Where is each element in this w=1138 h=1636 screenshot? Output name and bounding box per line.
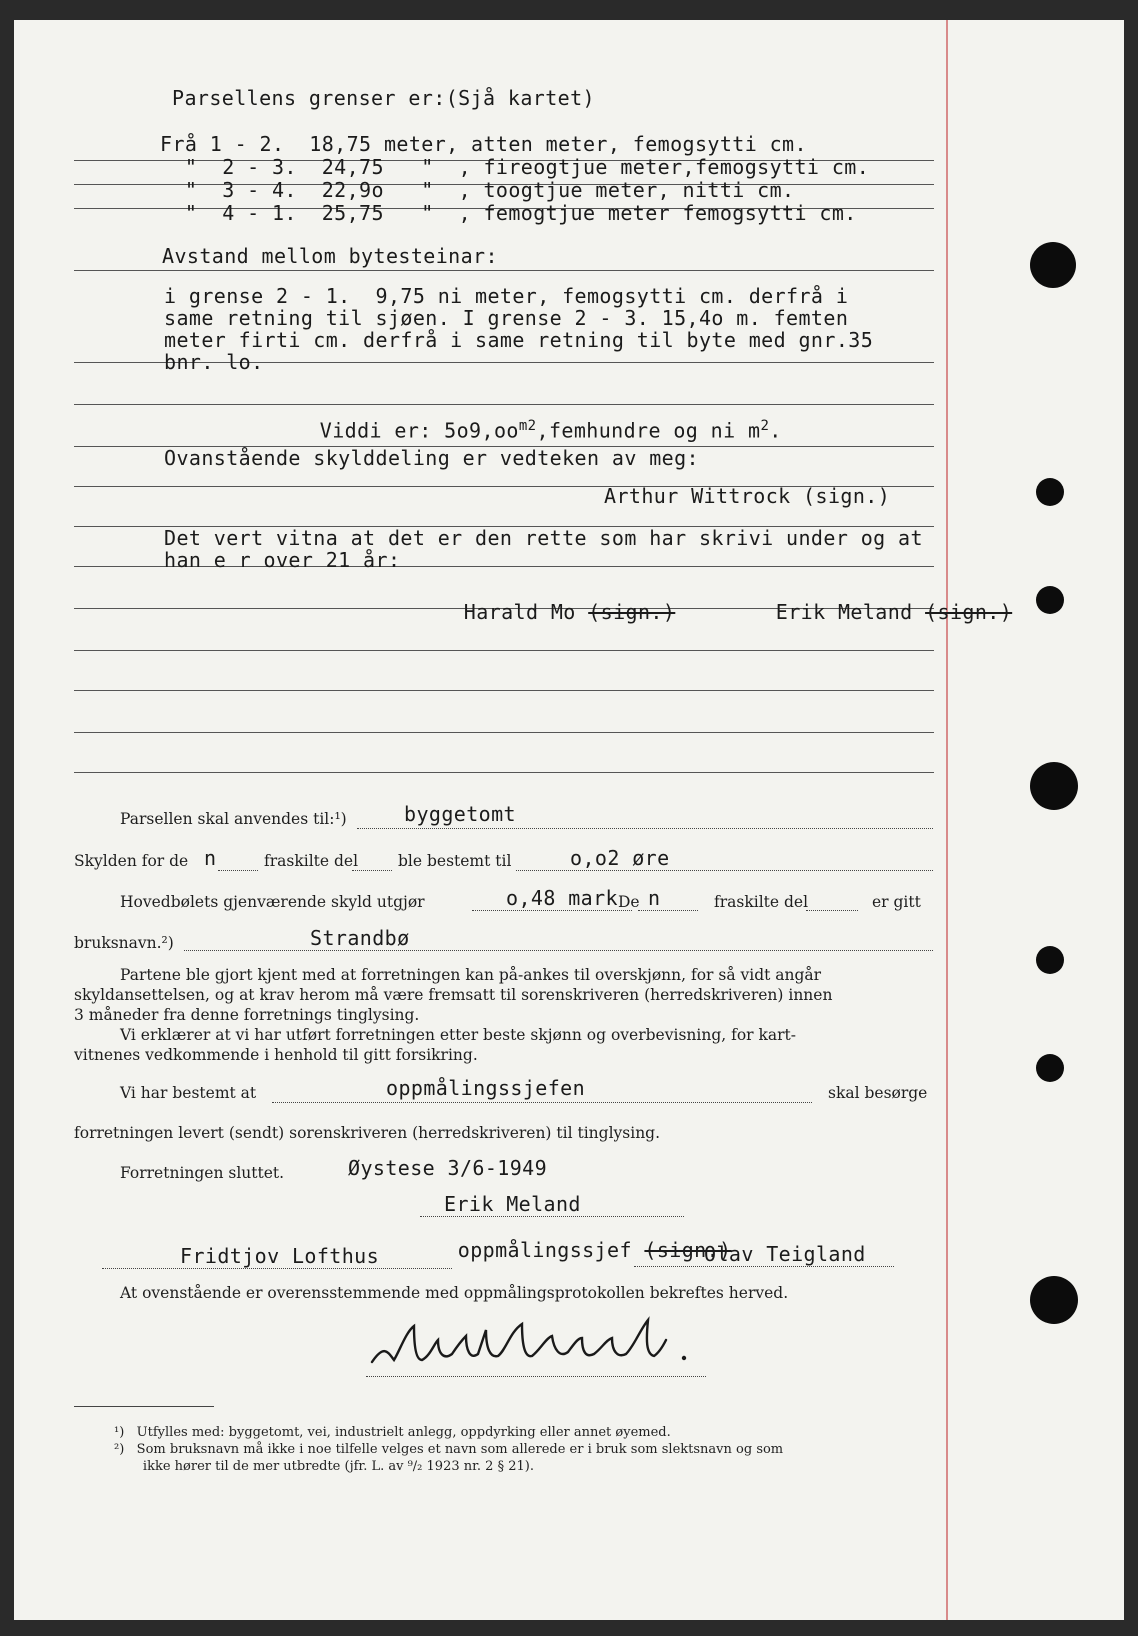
punch-hole xyxy=(1036,946,1064,974)
main-label-c: er gitt xyxy=(872,893,921,911)
chief-name: Erik Meland xyxy=(444,1192,581,1216)
use-label: Parsellen skal anvendes til:¹) xyxy=(120,810,347,828)
tax-label-c: ble bestemt til xyxy=(398,852,512,870)
footnote-2: ²) Som bruksnavn må ikke i noe tilfelle velges et navn som allerede er i bruk som slektsnavn og som xyxy=(114,1442,784,1457)
area-end: . xyxy=(769,418,782,443)
distance-heading: Avstand mellom bytesteinar: xyxy=(162,244,498,268)
para2-line: Vi erklærer at vi har utført forretningen etter beste skjønn og overbevisning, for kart- xyxy=(120,1026,797,1044)
deliver-text: forretningen levert (sendt) sorenskriveren (herredskriveren) til tinglysing. xyxy=(74,1124,661,1142)
witness-line: han e r over 21 år: xyxy=(164,548,401,572)
use-value: byggetomt xyxy=(404,802,516,826)
distance-line: bnr. lo. xyxy=(164,350,264,374)
witness-line: Det vert vitna at det er den rette som har skrivi under og at xyxy=(164,526,923,550)
tax-n: n xyxy=(204,846,217,870)
punch-hole xyxy=(1036,478,1064,506)
para1-line: skyldansettelsen, og at krav herom må være fremsatt til sorenskriveren (herredskriveren) innen xyxy=(74,986,833,1004)
chief-title: oppmålingssjef xyxy=(457,1238,632,1262)
tax-value: o,o2 øre xyxy=(570,846,670,870)
resp-value: oppmålingssjefen xyxy=(386,1076,586,1100)
main-de: De xyxy=(618,893,640,911)
document-page xyxy=(14,20,1124,1620)
signature-left: Fridtjov Lofthus xyxy=(180,1244,380,1268)
distance-line: meter firti cm. derfrå i same retning til byte med gnr.35 xyxy=(164,328,874,352)
witness-2-sign: (sign.) xyxy=(925,600,1013,624)
main-label-b: fraskilte del xyxy=(714,893,809,911)
resp-label: Vi har bestemt at xyxy=(120,1084,257,1102)
punch-hole xyxy=(1030,1276,1078,1324)
approval-signer: Arthur Wittrock (sign.) xyxy=(604,484,891,508)
boundary-row: Frå 1 - 2. 18,75 meter, atten meter, femogsytti cm. xyxy=(160,132,807,156)
closed-value: Øystese 3/6-1949 xyxy=(348,1156,548,1180)
footnote-1: ¹) Utfylles med: byggetomt, vei, industrielt anlegg, oppdyrking eller annet øyemed. xyxy=(114,1425,671,1440)
distance-line: same retning til sjøen. I grense 2 - 3. 15,4o m. femten xyxy=(164,306,849,330)
area-prefix: Viddi er: 5o9,oo xyxy=(319,418,519,443)
margin-line xyxy=(946,20,948,1620)
area-sup1: m2 xyxy=(518,418,537,434)
footnote-2-cont: ikke hører til de mer utbredte (jfr. L. av ⁹/₂ 1923 nr. 2 § 21). xyxy=(114,1459,534,1474)
punch-hole xyxy=(1030,762,1078,810)
main-label: Hovedbølets gjenværende skyld utgjør xyxy=(120,893,425,911)
witness-1-sign: (sign.) xyxy=(588,600,676,624)
para1-line: 3 måneder fra denne forretnings tinglysing. xyxy=(74,1006,420,1024)
boundaries-heading: Parsellens grenser er:(Sjå kartet) xyxy=(172,86,595,110)
punch-hole xyxy=(1030,242,1076,288)
chief-line xyxy=(408,1214,732,1286)
witness-2-name: Erik Meland xyxy=(775,600,913,624)
closed-label: Forretningen sluttet. xyxy=(120,1164,285,1182)
witness-2 xyxy=(726,576,1012,648)
witness-1-name: Harald Mo xyxy=(463,600,576,624)
para1-line: Partene ble gjort kjent med at forretningen kan på-ankes til overskjønn, for så vidt angår xyxy=(120,966,822,984)
signature-right: Olav Teigland xyxy=(704,1242,866,1266)
area-sup2: 2 xyxy=(760,418,770,434)
name-value: Strandbø xyxy=(310,926,410,950)
boundary-row: " 4 - 1. 25,75 " , femogtjue meter femogsytti cm. xyxy=(160,201,857,225)
tax-label-b: fraskilte del xyxy=(264,852,359,870)
boundary-row: " 3 - 4. 22,9o " , toogtjue meter, nitti cm. xyxy=(160,178,795,202)
area-mid: ,femhundre og ni m xyxy=(536,418,761,443)
boundary-row: " 2 - 3. 24,75 " , fireogtjue meter,femogsytti cm. xyxy=(160,155,870,179)
witness-1 xyxy=(414,576,675,648)
name-label: bruksnavn.²) xyxy=(74,934,174,952)
confirm-text: At ovenstående er overensstemmende med oppmålingsprotokollen bekreftes herved. xyxy=(120,1284,789,1302)
main-n: n xyxy=(648,886,661,910)
punch-hole xyxy=(1036,586,1064,614)
handwritten-signature xyxy=(362,1310,702,1382)
tax-label-a: Skylden for de xyxy=(74,852,189,870)
main-value: o,48 mark xyxy=(506,886,618,910)
para2-line: vitnenes vedkommende i henhold til gitt forsikring. xyxy=(74,1046,478,1064)
approval-text: Ovanstående skylddeling er vedteken av meg: xyxy=(164,446,699,470)
resp-end: skal besørge xyxy=(828,1084,928,1102)
distance-line: i grense 2 - 1. 9,75 ni meter, femogsytti cm. derfrå i xyxy=(164,284,849,308)
punch-hole xyxy=(1036,1054,1064,1082)
chief-sign: (sign.) xyxy=(644,1238,732,1262)
